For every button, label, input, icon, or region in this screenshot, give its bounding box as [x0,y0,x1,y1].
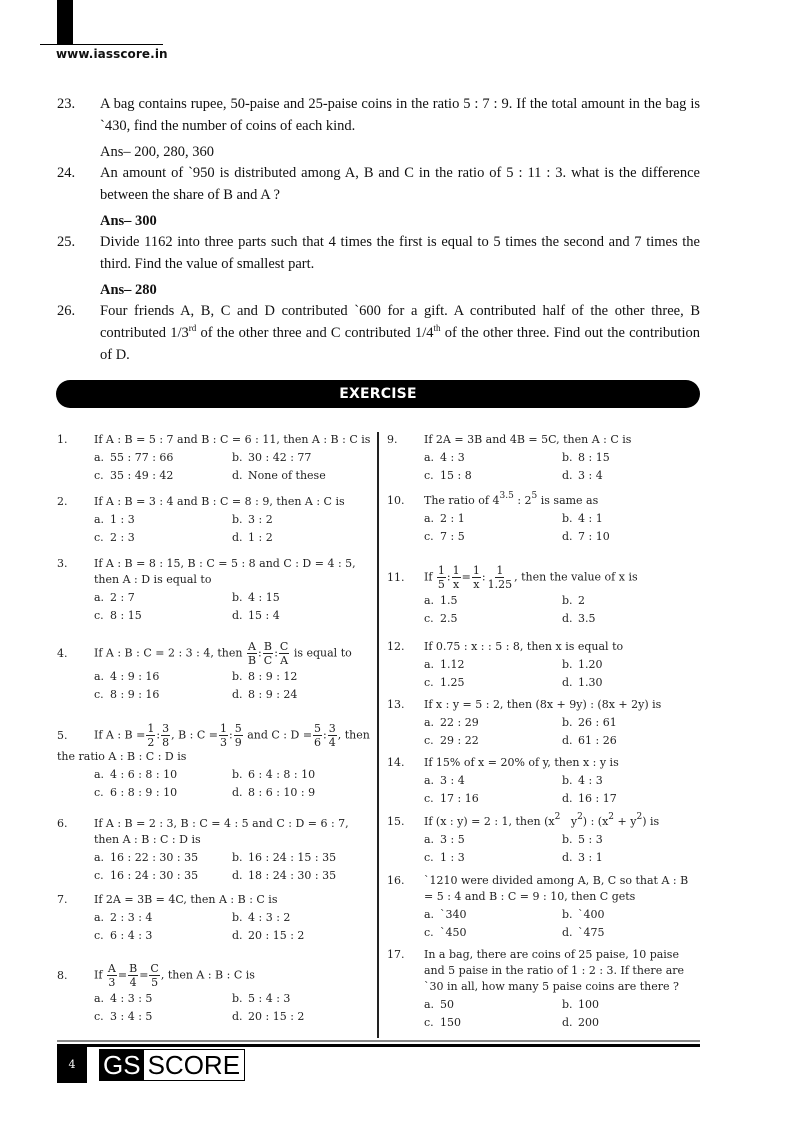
option-c: c. 8 : 15 [94,609,142,622]
option-d: d. 20 : 15 : 2 [232,929,305,942]
option-a: a. 2 : 3 : 4 [94,911,153,924]
option-d: d. 1.30 [562,676,603,689]
exercise-question-6: 6. If A : B = 2 : 3, B : C = 4 : 5 and C : D = 6 : 7, then A : B : C : D is a. 16 : 22 : 30 : 35 b. 16 : 24 : 15 : 35 c. 16 : 24 : 30 : 35 d. 18 : 24 : 30 : 35 [57,816,373,884]
option-c: c. `450 [424,926,467,939]
exercise-question-11: 11. If $\frac{1}{5}$ : $\frac{1}{x}$ = $\frac{1}{x}$ : $\frac{1}{1.25}$ , then the value of x is a. 1.5 b. 2 c. 2.5 d. 3.5 [387,564,699,627]
exercise-question-9: 9. If 2A = 3B and 4B = 5C, then A : C is a. 4 : 3 b. 8 : 15 c. 15 : 8 d. 3 : 4 [387,432,699,484]
exercise-question-8: 8. If $\frac{A}{3}$ = $\frac{B}{4}$ = $\frac{C}{5}$ , then A : B : C is a. 4 : 3 : 5 b. 5 : 4 : 3 c. 3 : 4 : 5 d. 20 : 15 : 2 [57,962,373,1025]
option-a: a. 1.5 [424,594,458,607]
option-d: d. 18 : 24 : 30 : 35 [232,869,337,882]
option-b: b. 16 : 24 : 15 : 35 [232,851,337,864]
answer: Ans– 200, 280, 360 [100,144,214,160]
option-c: c. 16 : 24 : 30 : 35 [94,869,199,882]
question-text: Divide 1162 into three parts such that 4 times the first is equal to 5 times the second and 7 times the third. Find the value of smallest part. [100,234,700,272]
option-b: b. 2 [562,594,585,607]
question-number: 26. [57,303,76,319]
exercise-question-1: 1. If A : B = 5 : 7 and B : C = 6 : 11, then A : B : C is a. 55 : 77 : 66 b. 30 : 42 : 77 c. 35 : 49 : 42 d. None of these [57,432,373,484]
option-d: d. 3 : 4 [562,469,603,482]
option-c: c. 6 : 4 : 3 [94,929,153,942]
exercise-question-14: 14. If 15% of x = 20% of y, then x : y is a. 3 : 4 b. 4 : 3 c. 17 : 16 d. 16 : 17 [387,755,699,807]
answer: Ans– 280 [100,282,157,298]
option-c: c. 29 : 22 [424,734,479,747]
question-text-line2: the ratio A : B : C : D is [57,750,187,763]
question-23 [57,93,700,167]
option-c: c. 35 : 49 : 42 [94,469,174,482]
option-b: b. 100 [562,998,599,1011]
footer-rule-grey [57,1040,700,1042]
option-c: c. 1.25 [424,676,465,689]
option-d: d. 61 : 26 [562,734,617,747]
option-d: d. 16 : 17 [562,792,617,805]
option-d: d. 3 : 1 [562,851,603,864]
answer: Ans– 300 [100,213,157,229]
exercise-question-2: 2. If A : B = 3 : 4 and B : C = 8 : 9, then A : C is a. 1 : 3 b. 3 : 2 c. 2 : 3 d. 1 : 2 [57,494,373,546]
question-number: 24. [57,165,76,181]
option-a: a. 22 : 29 [424,716,479,729]
option-b: b. 6 : 4 : 8 : 10 [232,768,316,781]
exercise-question-3: 3. If A : B = 8 : 15, B : C = 5 : 8 and C : D = 4 : 5, then A : D is equal to a. 2 : 7 b. 4 : 15 c. 8 : 15 d. 15 : 4 [57,556,373,624]
question-26 [57,300,700,366]
option-d: d. 7 : 10 [562,530,610,543]
option-a: a. 2 : 7 [94,591,135,604]
option-b: b. 4 : 3 [562,774,603,787]
exercise-question-15: 15. If (x : y) = 2 : 1, then ($x^2$ $y^2$) : $(x^2 + y^2)$ is a. 3 : 5 b. 5 : 3 c. 1 : 3 d. 3 : 1 [387,814,699,866]
option-a: a. 4 : 3 [424,451,465,464]
option-b: b. 5 : 4 : 3 [232,992,291,1005]
option-b: b. 8 : 9 : 12 [232,670,298,683]
option-a: a. 1 : 3 [94,513,135,526]
logo-score: SCORE [144,1050,244,1080]
exercise-question-10: 10. The ratio of $4^{3.5}$ : $2^5$ is same as a. 2 : 1 b. 4 : 1 c. 7 : 5 d. 7 : 10 [387,493,699,545]
option-b: b. 4 : 3 : 2 [232,911,291,924]
option-b: b. 26 : 61 [562,716,617,729]
exercise-question-7: 7. If 2A = 3B = 4C, then A : B : C is a. 2 : 3 : 4 b. 4 : 3 : 2 c. 6 : 4 : 3 d. 20 : 15 : 2 [57,892,373,944]
option-b: b. `400 [562,908,605,921]
option-a: a. 1.12 [424,658,465,671]
logo-gs: GS [100,1050,144,1080]
option-a: a. 4 : 9 : 16 [94,670,160,683]
option-d: d. 1 : 2 [232,531,273,544]
option-b: b. 3 : 2 [232,513,273,526]
option-b: b. 5 : 3 [562,833,603,846]
option-a: a. `340 [424,908,467,921]
option-d: d. `475 [562,926,605,939]
option-a: a. 2 : 1 [424,512,465,525]
exercise-question-5: 5. If A : B = $\frac{1}{2}$ : $\frac{3}{8}$ , B : C = $\frac{1}{3}$ : $\frac{5}{9}$ and C : D = $\frac{5}{6}$ : $\frac{3}{4}$ , then the ratio A : B : C : D is a. 4 : 6 : 8 : 10 b. 6 : 4 : 8 : 10 c. 6 : 8 : 9 : 10 d. 8 : 6 : 10 : 9 [57,722,373,801]
exercise-question-17: 17. In a bag, there are coins of 25 paise, 10 paise and 5 paise in the ratio of 1 : 2 : 3. If there are `30 in all, how many 5 paise coins are there ? a. 50 b. 100 c. 150 d. 200 [387,947,699,1031]
option-b: b. 8 : 15 [562,451,610,464]
option-c: c. 150 [424,1016,461,1029]
option-d: d. 8 : 9 : 24 [232,688,298,701]
question-25 [57,231,700,305]
option-c: c. 2.5 [424,612,458,625]
question-text: An amount of `950 is distributed among A, B and C in the ratio of 5 : 11 : 3. what is the difference between the share of B and A ? [100,165,700,203]
exercise-question-12: 12. If 0.75 : x : : 5 : 8, then x is equal to a. 1.12 b. 1.20 c. 1.25 d. 1.30 [387,639,699,691]
option-c: c. 2 : 3 [94,531,135,544]
option-b: b. 30 : 42 : 77 [232,451,312,464]
option-c: c. 17 : 16 [424,792,479,805]
option-b: b. 4 : 15 [232,591,280,604]
exercise-banner: EXERCISE [56,380,700,408]
header-bar-decoration [57,0,73,44]
header-rule [40,44,163,45]
question-text: A bag contains rupee, 50-paise and 25-paise coins in the ratio 5 : 7 : 9. If the total amount in the bag is `430, find the number of coins of each kind. [100,96,700,134]
exercise-question-13: 13. If x : y = 5 : 2, then (8x + 9y) : (8x + 2y) is a. 22 : 29 b. 26 : 61 c. 29 : 22 d. 61 : 26 [387,697,699,749]
option-d: d. 200 [562,1016,599,1029]
option-c: c. 7 : 5 [424,530,465,543]
page-number: 4 [57,1047,87,1083]
option-c: c. 15 : 8 [424,469,472,482]
exercise-question-4: 4. If A : B : C = 2 : 3 : 4, then $\frac{A}{B}$ : $\frac{B}{C}$ : $\frac{C}{A}$ is equal to a. 4 : 9 : 16 b. 8 : 9 : 12 c. 8 : 9 : 16 d. 8 : 9 : 24 [57,640,373,703]
option-a: a. 50 [424,998,454,1011]
gs-score-logo [99,1049,245,1081]
option-c: c. 3 : 4 : 5 [94,1010,153,1023]
option-c: c. 8 : 9 : 16 [94,688,160,701]
site-url: www.iasscore.in [56,47,168,61]
footer-rule-black [57,1044,700,1047]
option-a: a. 3 : 4 [424,774,465,787]
option-d: d. 8 : 6 : 10 : 9 [232,786,316,799]
question-text: Four friends A, B, C and D contributed `600 for a gift. A contributed half of the other three, B contributed 1/3rd of the other three and C contributed 1/4th of the other three. Find out the contribution of D. [100,303,700,363]
option-b: b. 1.20 [562,658,603,671]
option-d: d. 15 : 4 [232,609,280,622]
option-a: a. 4 : 3 : 5 [94,992,153,1005]
option-a: a. 4 : 6 : 8 : 10 [94,768,178,781]
option-a: a. 3 : 5 [424,833,465,846]
question-number: 23. [57,96,76,112]
exercise-question-16: 16. `1210 were divided among A, B, C so that A : B = 5 : 4 and B : C = 9 : 10, then C gets a. `340 b. `400 c. `450 d. `475 [387,873,699,941]
option-c: c. 6 : 8 : 9 : 10 [94,786,178,799]
question-number: 25. [57,234,76,250]
option-a: a. 16 : 22 : 30 : 35 [94,851,199,864]
option-b: b. 4 : 1 [562,512,603,525]
column-divider [377,432,379,1038]
option-d: d. None of these [232,469,326,482]
option-a: a. 55 : 77 : 66 [94,451,174,464]
question-24 [57,162,700,236]
option-d: d. 3.5 [562,612,596,625]
option-c: c. 1 : 3 [424,851,465,864]
option-d: d. 20 : 15 : 2 [232,1010,305,1023]
